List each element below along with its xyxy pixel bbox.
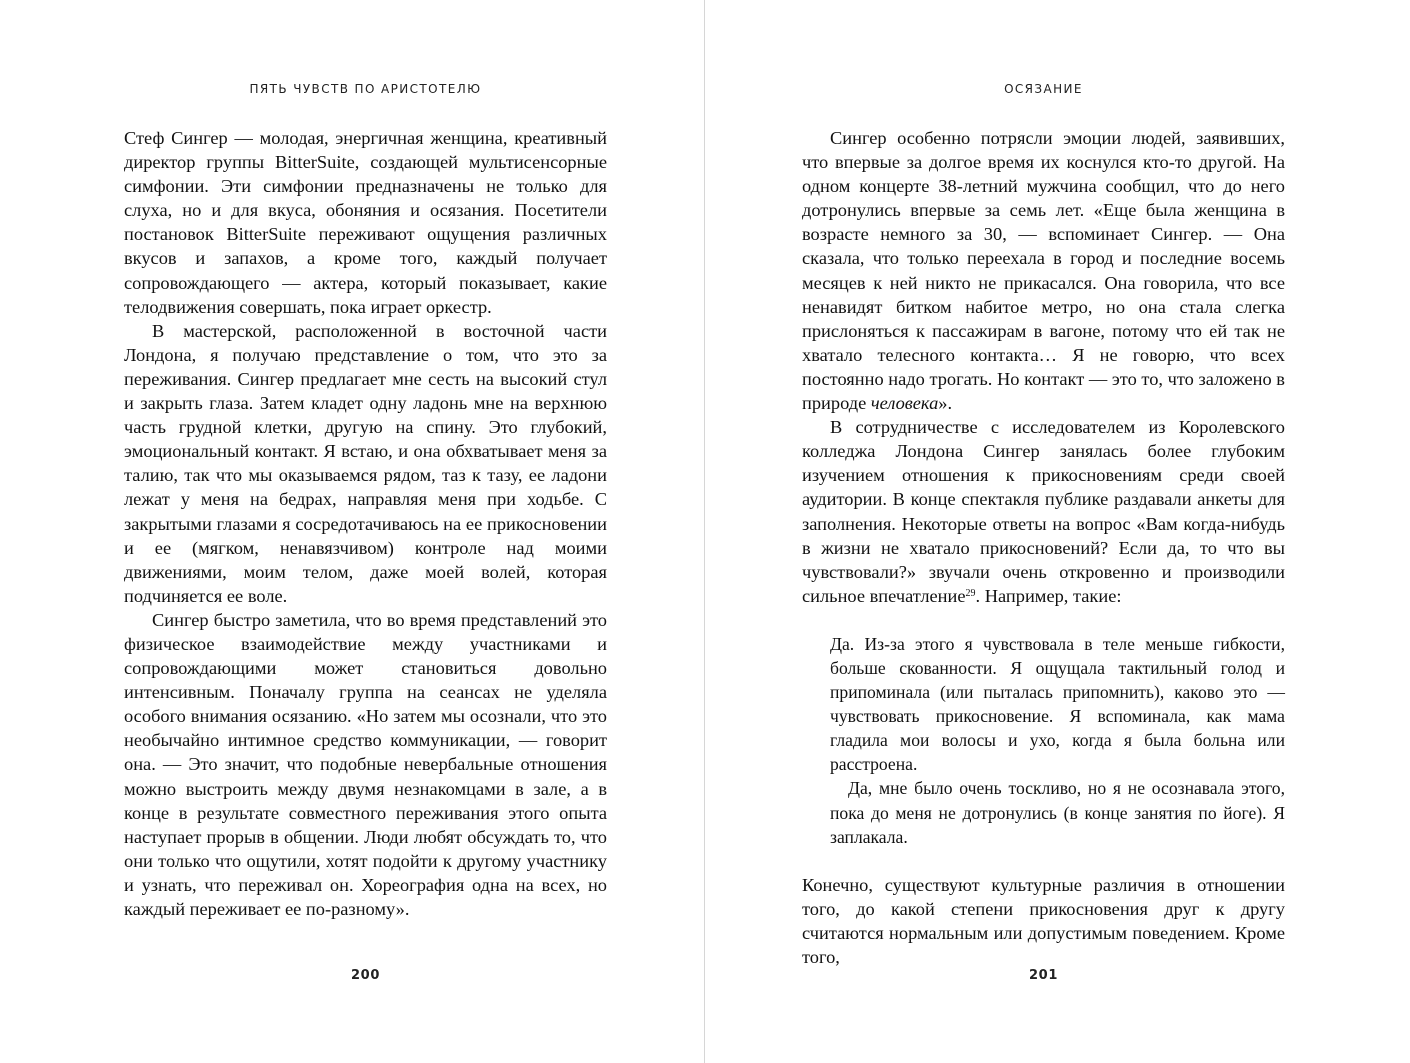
left-page-number: 200 [351, 968, 380, 983]
left-paragraph-3: Сингер быстро заметила, что во время представлений это физическое взаимодействие между участниками и сопровождающими может становиться довольно интенсивным. Поначалу группа на сеансах не уделяла особого внимания осязанию. «Но затем мы осознали, что это необычайно интимное средство коммуникации, — говорит она. — Это значит, что подобные невербальные отношения можно выстроить между двумя незнакомцами в зале, а в конце в результате совместного переживания этого опыта наступает прорыв в общении. Люди любят обсуждать то, что они только что ощутили, хотят подойти к другому участнику и узнать, что переживал он. Хореография одна на всех, но каждый переживает ее по-разному». [124, 609, 607, 919]
right-page-body [802, 126, 1285, 969]
page-gutter [704, 0, 705, 1063]
left-running-head: ПЯТЬ ЧУВСТВ ПО АРИСТОТЕЛЮ [249, 82, 482, 96]
right-paragraph-1-end: ». [938, 393, 953, 414]
right-paragraph-1 [802, 126, 1285, 415]
left-paragraph-2: В мастерской, расположенной в восточной части Лондона, я получаю представление о том, что это за переживания. Сингер предлагает мне сесть на высокий стул и закрыть глаза. Затем кладет одну ладонь мне на верхнюю часть грудной клетки, другую на спину. Это глубокий, эмоциональный контакт. Я встаю, и она обхватывает меня за талию, так что мы оказываемся рядом, таз к тазу, ее ладони лежат у меня на бедрах, направляя меня при ходьбе. С закрытыми глазами я сосредотачиваюсь на ее прикосновении и ее (мягком, ненавязчивом) контроле над моими движениями, моим телом, даже моей волей, которая подчиняется ее воле. [124, 320, 607, 606]
right-running-head: ОСЯЗАНИЕ [1004, 82, 1083, 96]
right-paragraph-3: Конечно, существуют культурные различия в отношении того, до какой степени прикосновения друг к другу считаются нормальным или допустимым поведением. Кроме того, [802, 874, 1285, 967]
quote-paragraph-2: Да, мне было очень тоскливо, но я не осознавала этого, пока до меня не дотронулись (в конце занятия по йоге). Я заплакала. [830, 778, 1285, 847]
right-page-number: 201 [1029, 968, 1058, 983]
quote-paragraph-1: Да. Из-за этого я чувствовала в теле меньше гибкости, больше скованности. Я ощущала тактильный голод и припоминала (или пыталась припомнить), каково это — чувствовать прикосновение. Я вспоминала, как мама гладила мои волосы и ухо, когда я была больна или расстроена. [830, 633, 1285, 775]
right-paragraph-2-end: . Например, такие: [975, 585, 1122, 606]
right-paragraph-1-text: Сингер особенно потрясли эмоции людей, заявивших, что впервые за долгое время их коснулся кто-то другой. На одном концерте 38-летний мужчина сообщил, что до него дотронулись впервые за семь лет. «Еще была женщина в возрасте немного за 30, — вспоминает Сингер. — Она сказала, что только переехала в город и последние восемь месяцев к ней никто не прикасался. Она говорила, что все ненавидят битком набитое метро, но она стала слегка прислоняться к пассажирам в вагоне, потому что ей так не хватало телесного контакта… Я не говорю, что всех постоянно надо трогать. Но контакт — это то, что заложено в природе [802, 128, 1285, 414]
right-paragraph-2 [802, 415, 1285, 608]
left-page-body [124, 126, 607, 921]
right-paragraph-1-italic: человека [870, 393, 939, 414]
right-paragraph-2-text: В сотрудничестве с исследователем из Королевского колледжа Лондона Сингер занялась более глубоким изучением отношения к прикосновениям среди своей аудитории. В конце спектакля публике раздавали анкеты для заполнения. Некоторые ответы на вопрос «Вам когда-нибудь в жизни не хватало прикосновений? Если да, то что вы чувствовали?» звучали очень откровенно и производили сильное впечатление [802, 417, 1285, 606]
footnote-reference[interactable]: 29 [965, 587, 976, 599]
block-quote [830, 632, 1285, 849]
left-paragraph-1: Стеф Сингер — молодая, энергичная женщина, креативный директор группы BitterSuite, создающей мультисенсорные симфонии. Эти симфонии предназначены не только для слуха, но и для вкуса, обоняния и осязания. Посетители постановок BitterSuite переживают ощущения различных вкусов и запахов, а кроме того, каждый получает сопровождающего — актера, который показывает, какие телодвижения совершать, пока играет оркестр. [124, 128, 607, 317]
